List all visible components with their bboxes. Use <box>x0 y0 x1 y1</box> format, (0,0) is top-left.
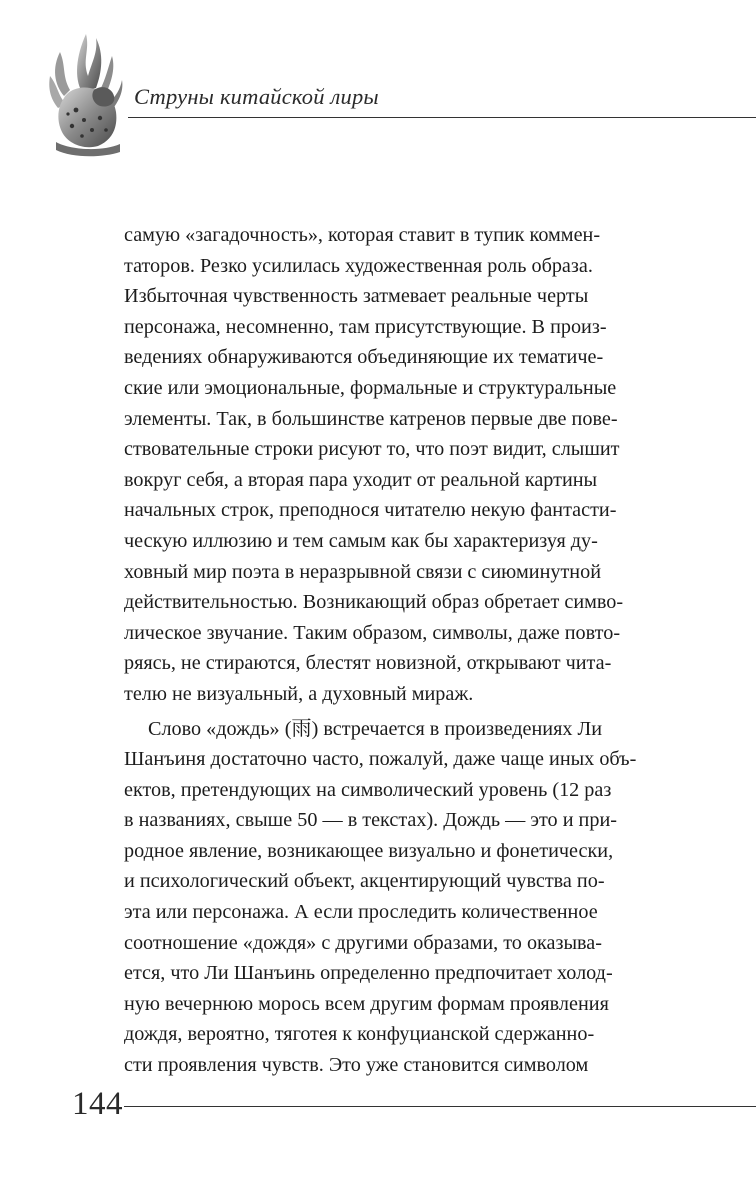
text-line: Избыточная чувственность затмевает реальные черты <box>124 285 589 308</box>
text-line: ряясь, не стираются, блестят новизной, открывают чита- <box>124 652 612 675</box>
running-title: Струны китайской лиры <box>134 84 379 109</box>
text-line: таторов. Резко усилилась художественная роль образа. <box>124 254 593 277</box>
page-header <box>0 0 756 170</box>
text-line: ховный мир поэта в неразрывной связи с сиюминутной <box>124 560 601 583</box>
text-line: ские или эмоциональные, формальные и структуральные <box>124 376 617 399</box>
text-line: ется, что Ли Шанъинь определенно предпочитает холод- <box>124 962 613 985</box>
text-line: соотношение «дождя» с другими образами, то оказыва- <box>124 931 602 954</box>
text-line: эта или персонажа. А если проследить количественное <box>124 901 598 924</box>
body-text <box>124 220 652 1081</box>
text-line: в названиях, свыше 50 — в текстах). Дождь — это и при- <box>124 809 617 832</box>
text-line: самую «загадочность», которая ставит в тупик коммен- <box>124 224 601 246</box>
text-line: Шанъиня достаточно часто, пожалуй, даже чаще иных объ- <box>124 748 637 771</box>
footer-rule <box>124 1106 756 1107</box>
text-line: персонажа, несомненно, там присутствующие. В произ- <box>124 315 607 338</box>
text-line: элементы. Так, в большинстве катренов первые две пове- <box>124 407 618 430</box>
paragraph-2 <box>124 714 652 1081</box>
text-line: ствовательные строки рисуют то, что поэт видит, слышит <box>124 438 620 461</box>
text-line: ектов, претендующих на символический уровень (12 раз <box>124 778 612 801</box>
text-line: и психологический объект, акцентирующий чувства по- <box>124 870 605 893</box>
text-line: лическое звучание. Таким образом, символы, даже повто- <box>124 621 621 644</box>
text-line: родное явление, возникающее визуально и фонетически, <box>124 839 614 862</box>
page-footer <box>0 1080 756 1140</box>
text-line: телю не визуальный, а духовный мираж. <box>124 682 474 705</box>
text-line: действительностью. Возникающий образ обретает симво- <box>124 591 624 614</box>
text-line: начальных строк, преподнося читателю некую фантасти- <box>124 499 617 522</box>
text-line: сти проявления чувств. Это уже становится символом <box>124 1054 589 1077</box>
text-line: ведениях обнаруживаются объединяющие их тематиче- <box>124 346 604 369</box>
text-line: вокруг себя, а вторая пара уходит от реальной картины <box>124 468 598 491</box>
page-number: 144 <box>72 1086 123 1122</box>
paragraph-1 <box>124 220 652 710</box>
qilin-figurine-icon <box>46 32 128 160</box>
text-line: дождя, вероятно, тяготея к конфуцианской сдержанно- <box>124 1023 595 1046</box>
header-rule <box>128 117 756 118</box>
text-line: ческую иллюзию и тем самым как бы характеризуя ду- <box>124 529 598 552</box>
text-line: Слово «дождь» (雨) встречается в произведениях Ли <box>148 717 603 740</box>
text-line: ную вечернюю морось всем другим формам проявления <box>124 992 609 1015</box>
